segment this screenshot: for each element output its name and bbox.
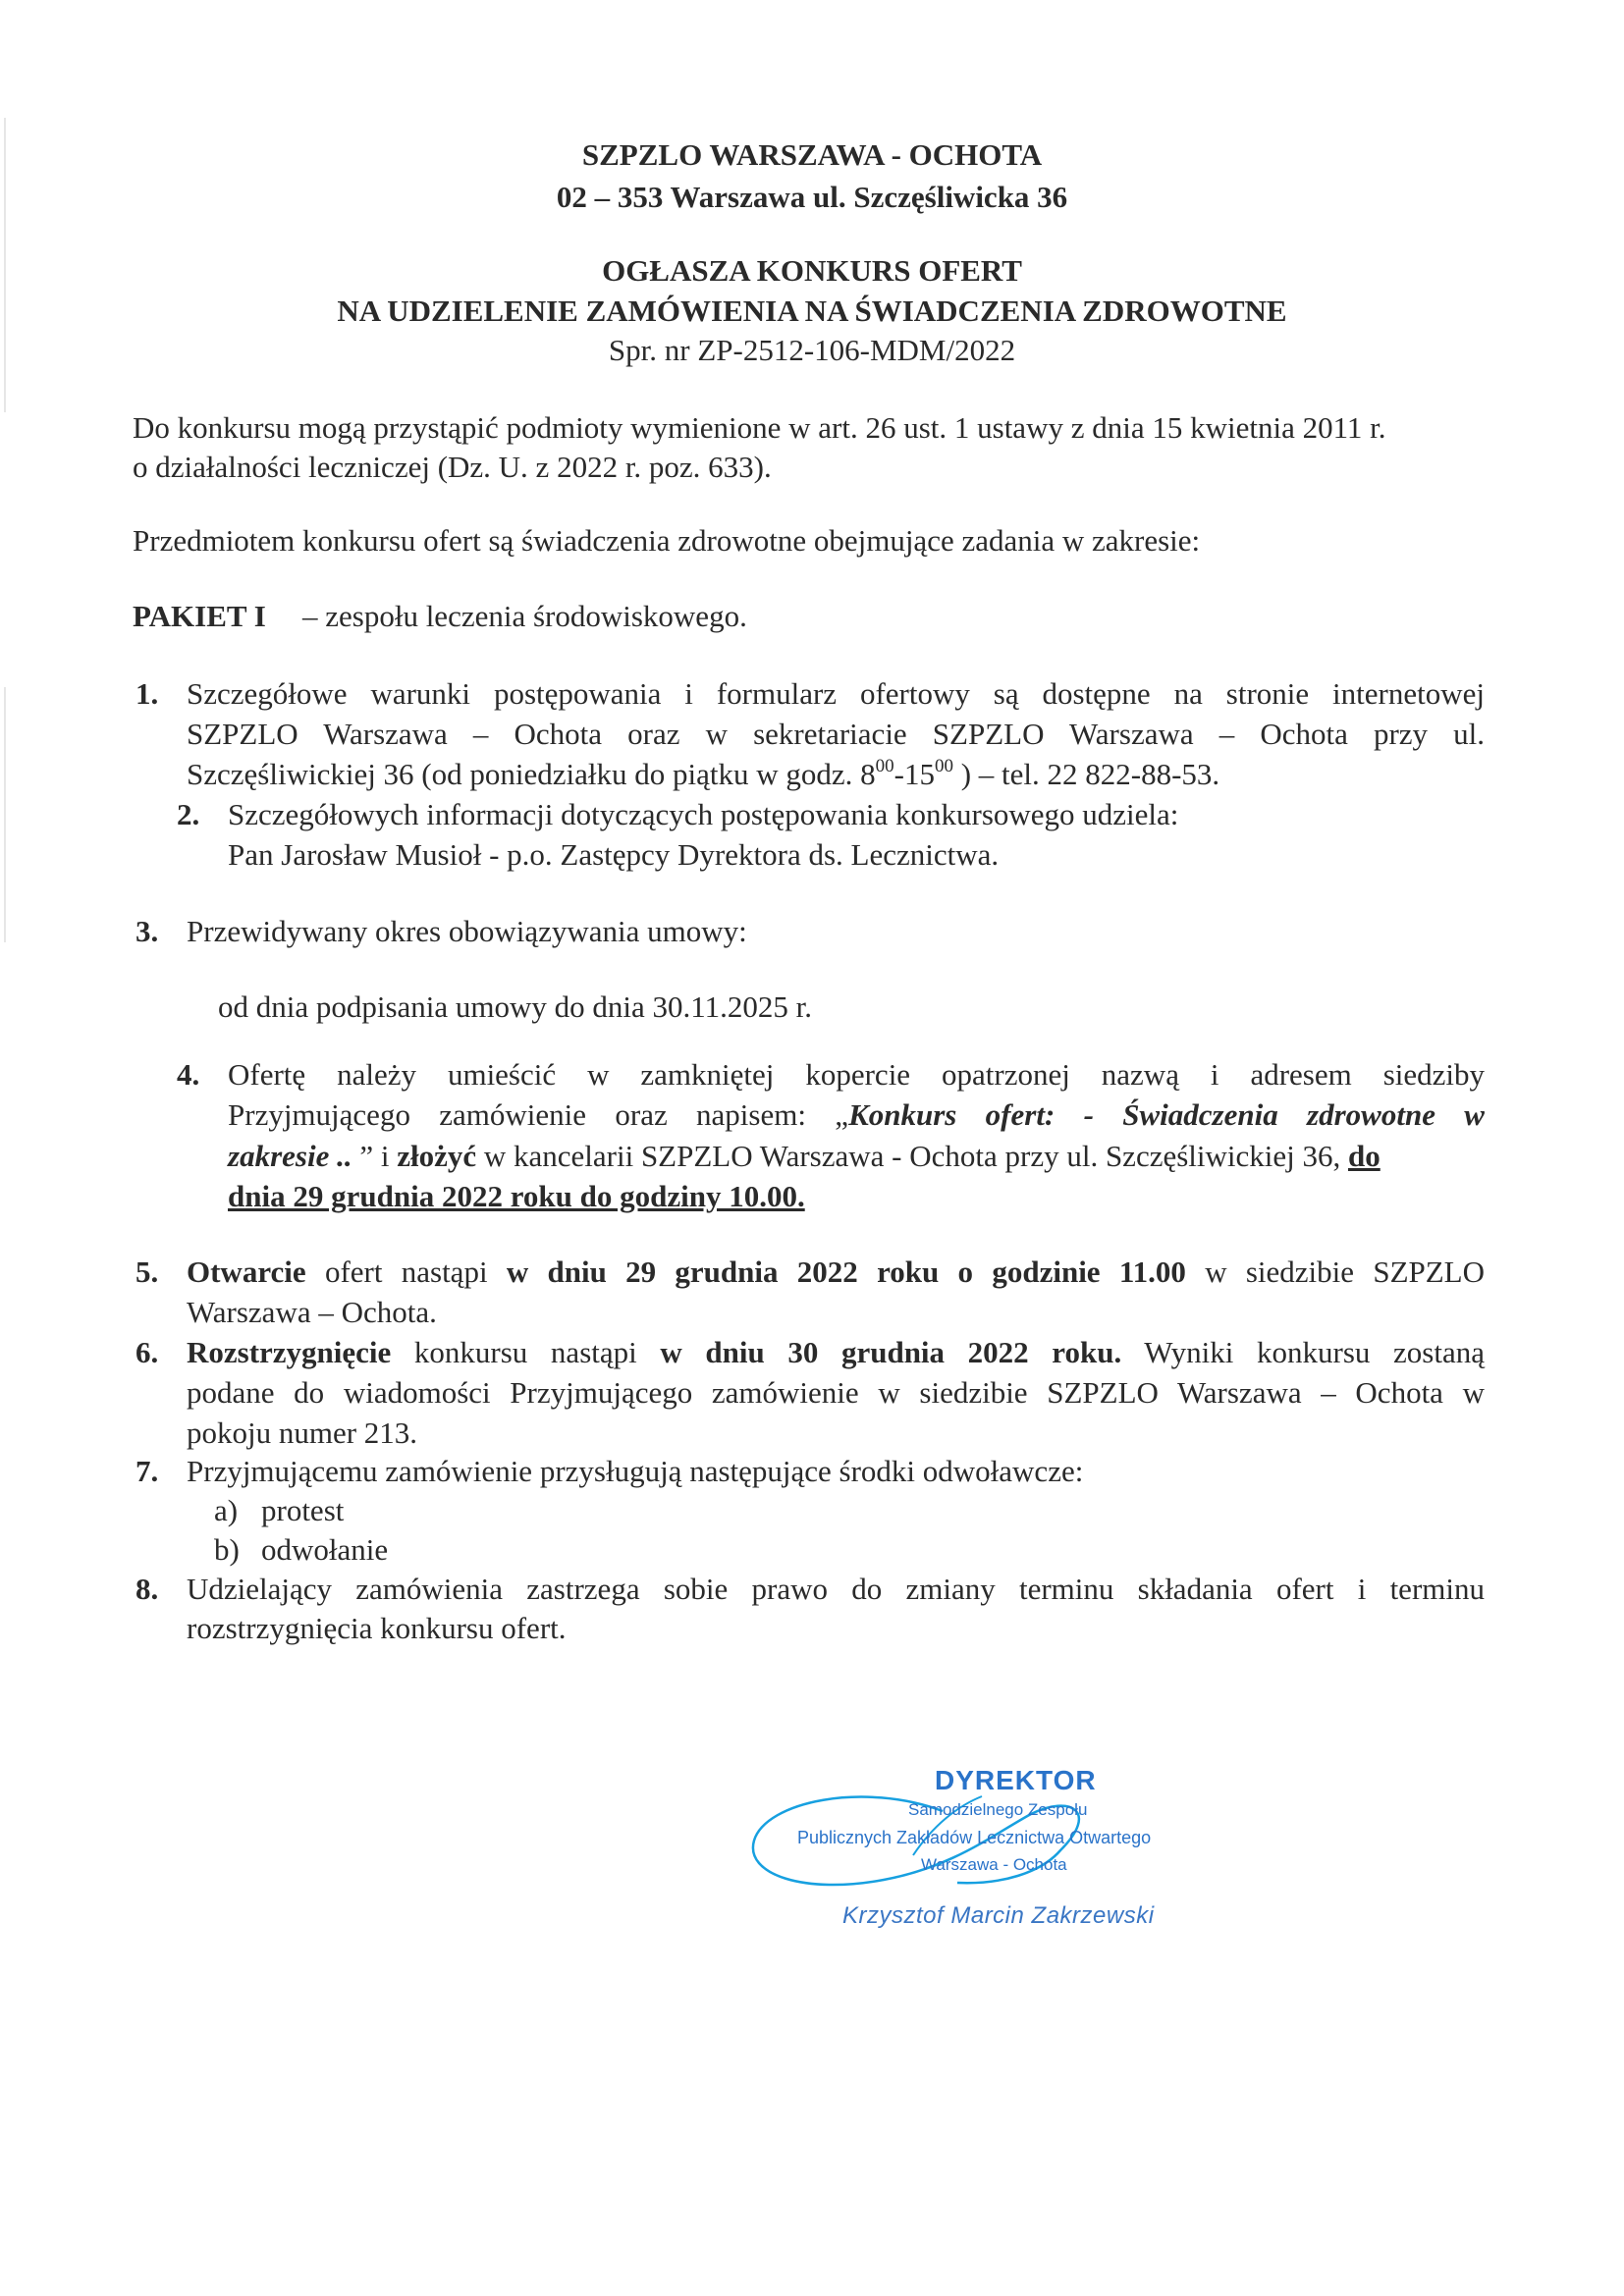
stamp-line-3: Warszawa - Ochota <box>921 1855 1067 1874</box>
item-3-number: 3. <box>135 914 159 948</box>
item-4-line-2: Przyjmującego zamówienie oraz napisem: „Konkurs ofert: - Świadczenia zdrowotne w <box>228 1097 1485 1132</box>
package-text: – zespołu leczenia środowiskowego. <box>302 599 747 633</box>
item-7-b-text: odwołanie <box>261 1532 389 1567</box>
doc-title-2: NA UDZIELENIE ZAMÓWIENIA NA ŚWIADCZENIA ZDROWOTNE <box>337 294 1287 328</box>
stamp-title: DYREKTOR <box>935 1765 1097 1795</box>
item-2-line-2: Pan Jarosław Musioł - p.o. Zastępcy Dyrektora ds. Lecznictwa. <box>228 837 1000 872</box>
case-number: Spr. nr ZP-2512-106-MDM/2022 <box>608 333 1016 367</box>
item-3-line-1: Przewidywany okres obowiązywania umowy: <box>187 914 747 948</box>
item-4-line-1: Ofertę należy umieścić w zamkniętej kopercie opatrzonej nazwą i adresem siedziby <box>228 1057 1485 1092</box>
item-4-line-3: zakresie .. ” i złożyć w kancelarii SZPZLO Warszawa - Ochota przy ul. Szczęśliwickiej 36, do <box>228 1139 1380 1173</box>
item-7-b-label: b) <box>214 1532 240 1567</box>
item-7-a-label: a) <box>214 1493 239 1527</box>
item-3-line-2: od dnia podpisania umowy do dnia 30.11.2025 r. <box>218 989 813 1024</box>
item-8-line-2: rozstrzygnięcia konkursu ofert. <box>187 1611 567 1645</box>
item-1-number: 1. <box>135 676 159 711</box>
org-name: SZPZLO WARSZAWA - OCHOTA <box>581 137 1043 172</box>
org-address: 02 – 353 Warszawa ul. Szczęśliwicka 36 <box>556 180 1068 214</box>
item-2-line-1: Szczegółowych informacji dotyczących postępowania konkursowego udziela: <box>228 797 1179 831</box>
subject-line: Przedmiotem konkursu ofert są świadczenia zdrowotne obejmujące zadania w zakresie: <box>133 523 1201 558</box>
item-4-number: 4. <box>177 1057 200 1092</box>
intro-line-2: o działalności leczniczej (Dz. U. z 2022 r. poz. 633). <box>133 450 772 484</box>
item-7-a-text: protest <box>261 1493 345 1527</box>
item-1-line-3: Szczęśliwickiej 36 (od poniedziałku do piątku w godz. $8^{00}-15^{00}$ ) – tel. 22 822-88-53. <box>187 756 1220 791</box>
item-8-number: 8. <box>135 1572 159 1606</box>
doc-title-1: OGŁASZA KONKURS OFERT <box>602 253 1022 288</box>
item-5-line-1: Otwarcie ofert nastąpi w dniu 29 grudnia 2022 roku o godzinie 11.00 w siedzibie SZPZLO <box>187 1255 1486 1289</box>
item-6-line-2: podane do wiadomości Przyjmującego zamówienie w siedzibie SZPZLO Warszawa – Ochota w <box>187 1375 1485 1410</box>
item-6-number: 6. <box>135 1335 159 1369</box>
item-5-line-2: Warszawa – Ochota. <box>187 1295 437 1329</box>
item-6-line-3: pokoju numer 213. <box>187 1415 418 1450</box>
package-label: PAKIET I <box>133 599 266 633</box>
intro-line-1: Do konkursu mogą przystąpić podmioty wymienione w art. 26 ust. 1 ustawy z dnia 15 kwietnia 2011 r. <box>133 410 1386 445</box>
stamp-line-1: Samodzielnego Zespołu <box>908 1800 1088 1819</box>
scan-edge-mark <box>4 687 6 942</box>
item-8-line-1: Udzielający zamówienia zastrzega sobie prawo do zmiany terminu składania ofert i terminu <box>187 1572 1485 1606</box>
director-stamp <box>746 1757 1257 1914</box>
signatory-name: Krzysztof Marcin Zakrzewski <box>842 1902 1155 1929</box>
item-7-line-1: Przyjmującemu zamówienie przysługują następujące środki odwoławcze: <box>187 1454 1084 1488</box>
item-1-line-1: Szczegółowe warunki postępowania i formularz ofertowy są dostępne na stronie internetowej <box>187 676 1485 711</box>
item-1-line-2: SZPZLO Warszawa – Ochota oraz w sekretariacie SZPZLO Warszawa – Ochota przy ul. <box>187 717 1485 751</box>
item-4-deadline: dnia 29 grudnia 2022 roku do godziny 10.00. <box>228 1179 805 1213</box>
item-2-number: 2. <box>177 797 200 831</box>
stamp-line-2: Publicznych Zakładów Lecznictwa Otwartego <box>797 1828 1152 1847</box>
item-6-line-1: Rozstrzygnięcie konkursu nastąpi w dniu 30 grudnia 2022 roku. Wyniki konkursu zostaną <box>187 1335 1485 1369</box>
item-5-number: 5. <box>135 1255 159 1289</box>
item-7-number: 7. <box>135 1454 159 1488</box>
